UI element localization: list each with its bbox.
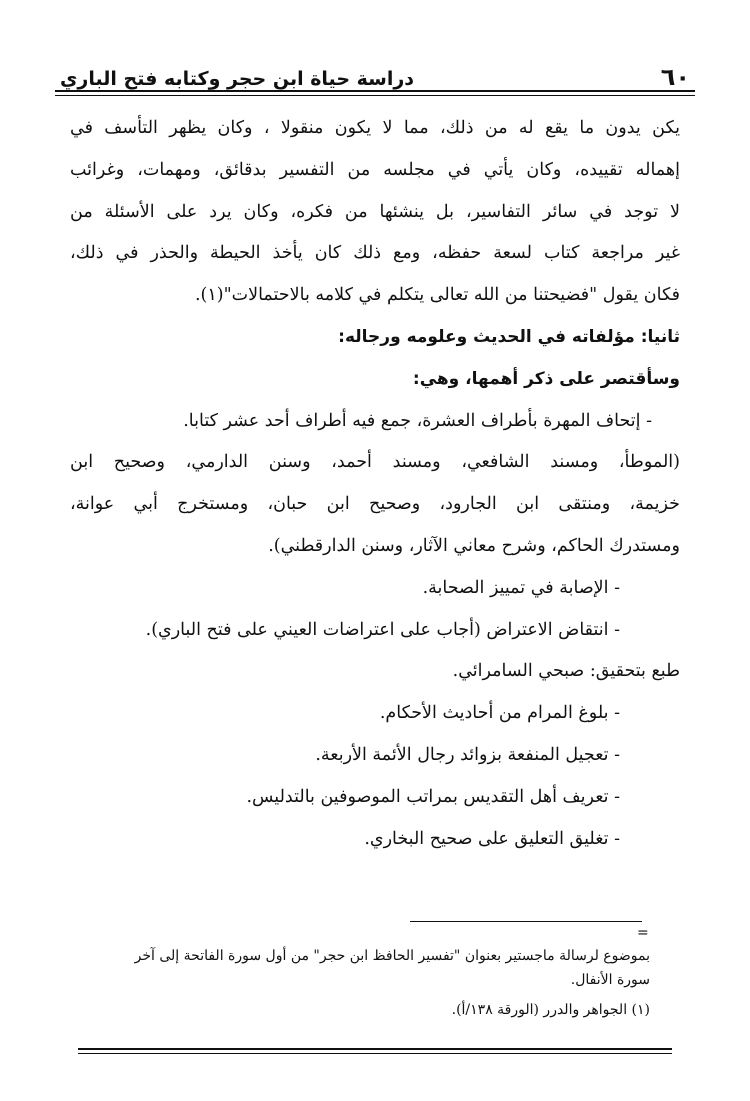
list-item: - تعجيل المنفعة بزوائد رجال الأئمة الأربعة. xyxy=(315,744,620,765)
header-rule-thin xyxy=(55,95,695,96)
list-item: - الإصابة في تمييز الصحابة. xyxy=(422,577,620,598)
footnote-1: (١) الجواهر والدرر (الورقة ١٣٨/أ). xyxy=(451,1002,650,1018)
page-number: ٦٠ xyxy=(660,63,690,91)
footnotes xyxy=(80,944,650,1022)
paragraph-line: لا توجد في سائر التفاسير، بل ينشئها من فكره، وكان يرد على الأسئلة من xyxy=(70,201,680,222)
subsection-heading: وسأقتصر على ذكر أهمها، وهي: xyxy=(412,368,680,389)
list-item: - بلوغ المرام من أحاديث الأحكام. xyxy=(379,703,620,724)
running-title: دراسة حياة ابن حجر وكتابه فتح الباري xyxy=(60,68,415,90)
list-item: - انتقاض الاعتراض (أجاب على اعتراضات العيني على فتح الباري). xyxy=(145,619,620,640)
list-item: - تغليق التعليق على صحيح البخاري. xyxy=(364,828,620,849)
paragraph-line: فكان يقول "فضيحتنا من الله تعالى يتكلم في كلامه بالاحتمالات"(١). xyxy=(194,285,680,306)
footer-rule xyxy=(78,1048,672,1050)
main-text xyxy=(70,108,680,860)
list-item-note: طبع بتحقيق: صبحي السامرائي. xyxy=(452,661,680,682)
footnote-continuation-mark: = xyxy=(637,925,649,941)
footnote-line: سورة الأنفال. xyxy=(570,972,650,988)
footer-rule-thin xyxy=(78,1053,672,1054)
section-heading: ثانيا: مؤلفاته في الحديث وعلومه ورجاله: xyxy=(338,326,680,347)
footnote-separator xyxy=(410,921,642,922)
list-item: - إتحاف المهرة بأطراف العشرة، جمع فيه أطراف أحد عشر كتابا. xyxy=(183,410,652,431)
list-item-continuation: خزيمة، ومنتقى ابن الجارود، وصحيح ابن حبان، ومستخرج أبي عوانة، xyxy=(70,494,680,515)
footnote-line: بموضوع لرسالة ماجستير بعنوان "تفسير الحافظ ابن حجر" من أول سورة الفاتحة إلى آخر xyxy=(134,948,650,964)
page-header xyxy=(60,55,690,89)
header-rule xyxy=(55,90,695,92)
paragraph-line: يكن يدون ما يقع له من ذلك، مما لا يكون منقولا ، وكان يظهر التأسف في xyxy=(70,118,680,138)
list-item: - تعريف أهل التقديس بمراتب الموصوفين بالتدليس. xyxy=(246,786,620,807)
list-item-continuation: ومستدرك الحاكم، وشرح معاني الآثار، وسنن الدارقطني). xyxy=(268,535,680,556)
paragraph-line: إهماله تقييده، وكان يأتي في مجلسه من التفسير بدقائق، ومهمات، وغرائب xyxy=(70,159,680,180)
list-item-continuation: (الموطأ، ومسند الشافعي، ومسند أحمد، وسنن الدارمي، وصحيح ابن xyxy=(70,452,680,473)
paragraph-line: غير مراجعة كتاب لسعة حفظه، ومع ذلك كان يأخذ الحيطة والحذر في ذلك، xyxy=(70,243,680,264)
